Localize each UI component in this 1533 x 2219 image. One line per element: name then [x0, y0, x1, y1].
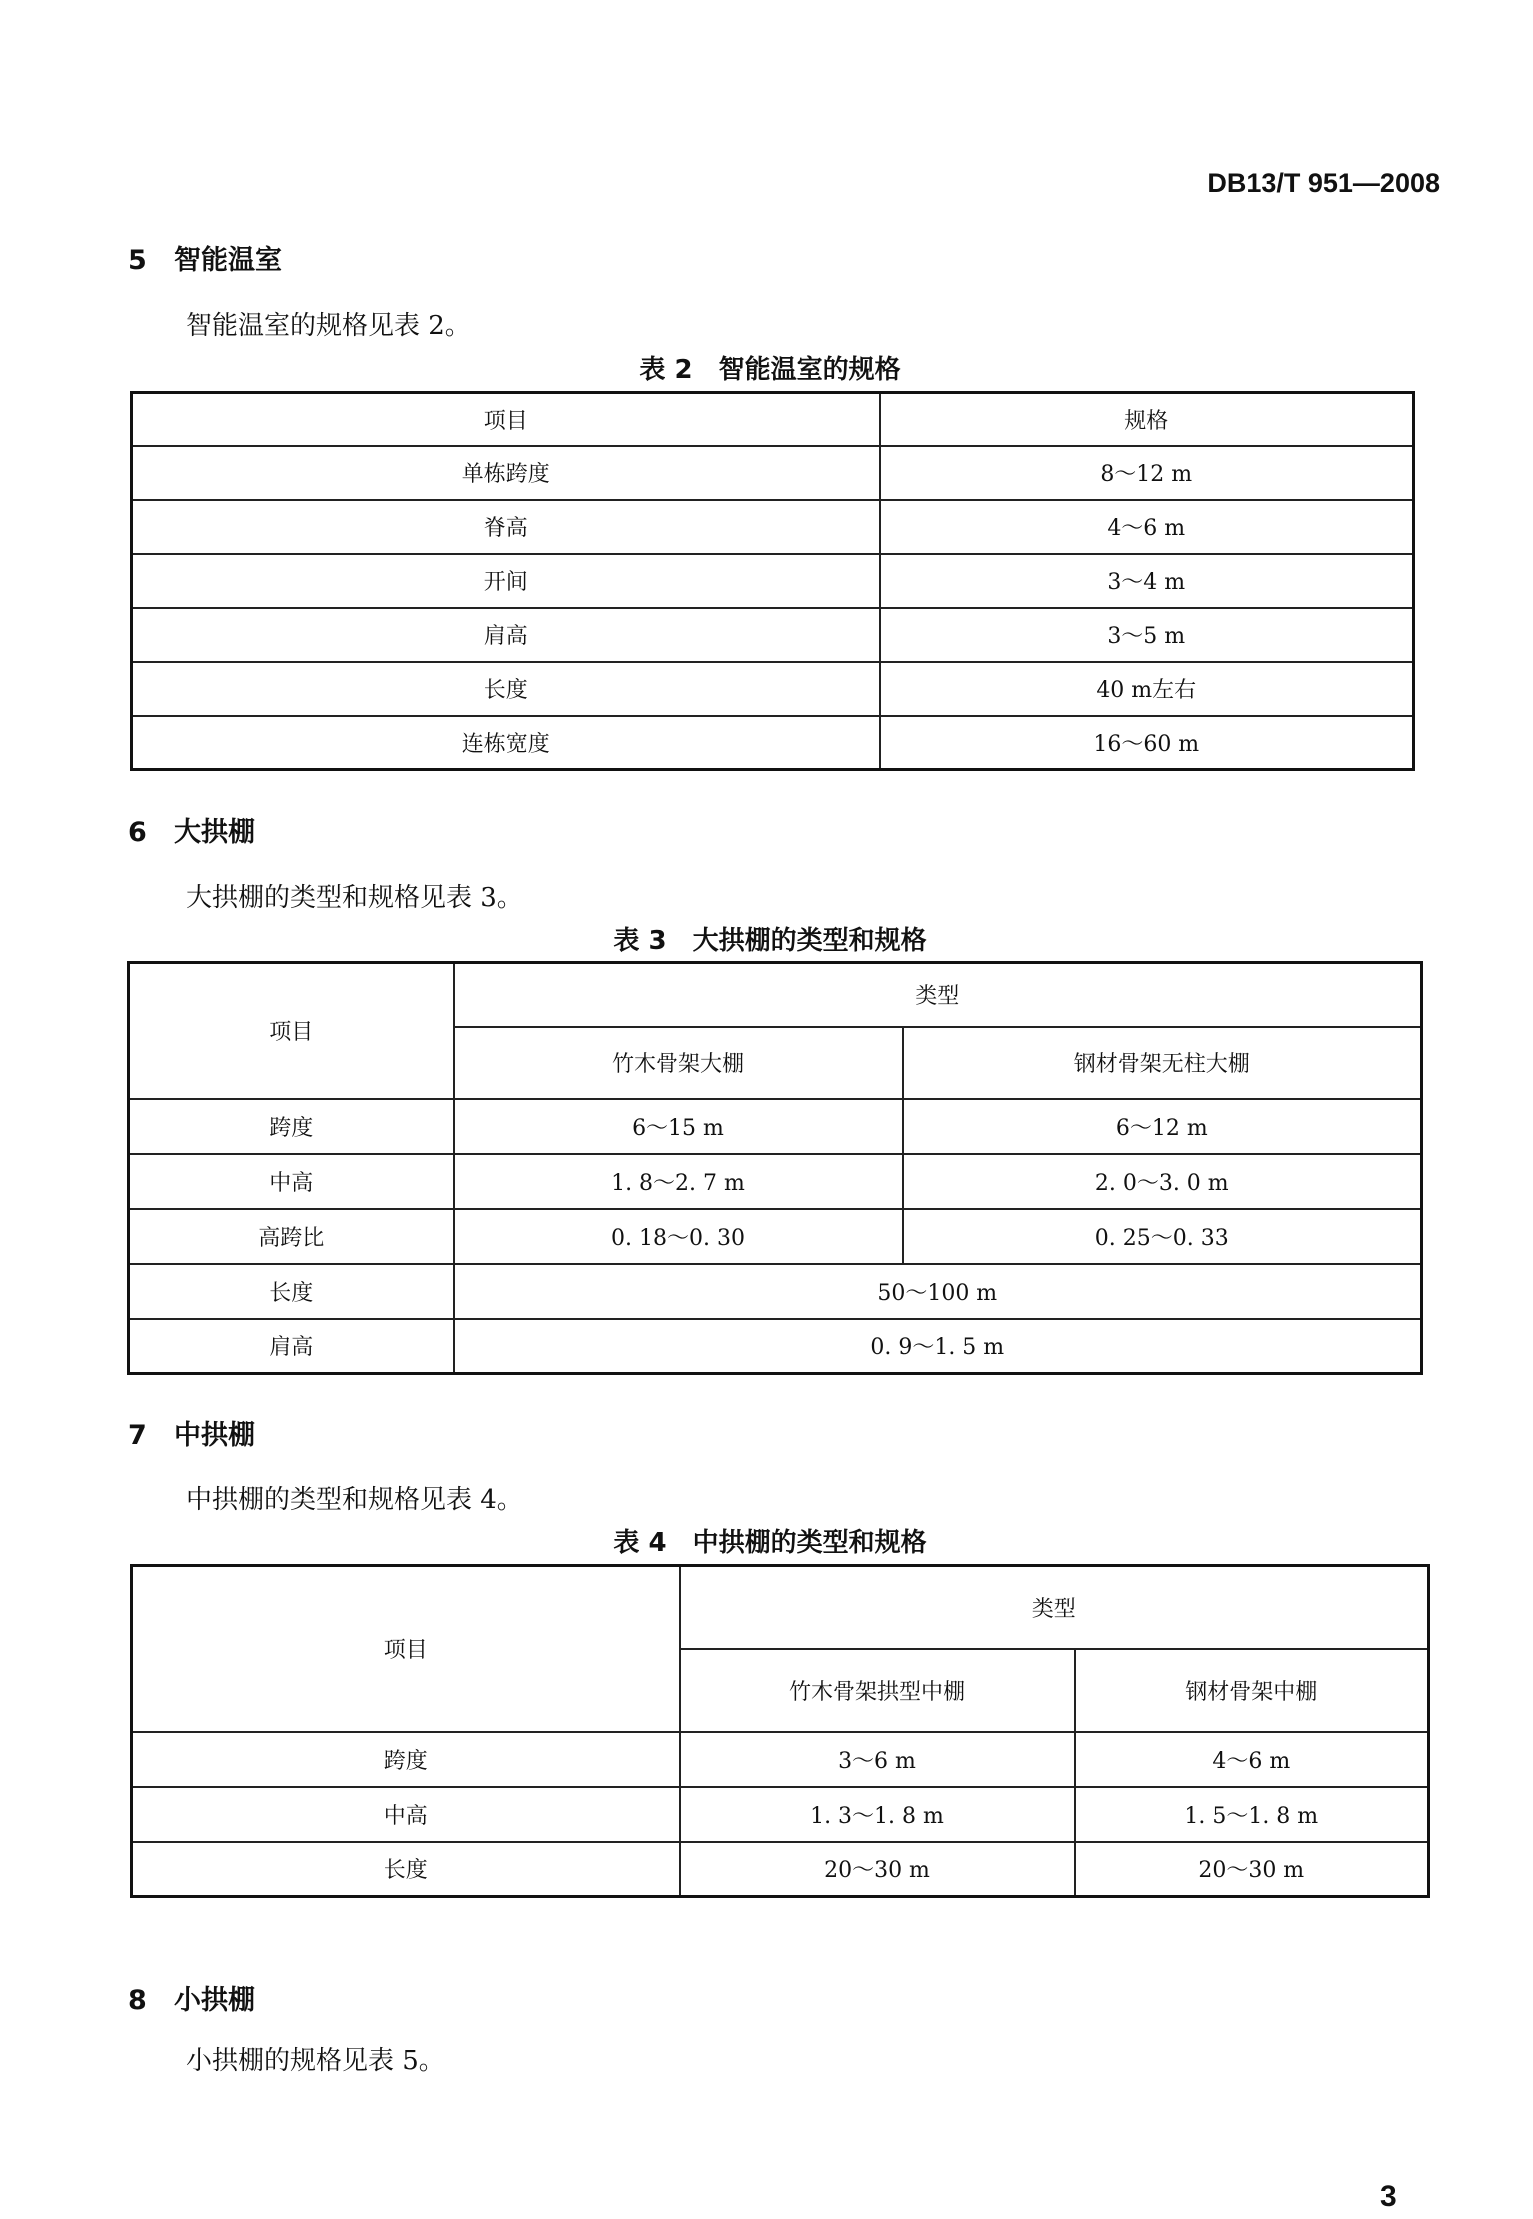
- table-cell: 6～12 m: [903, 1099, 1422, 1154]
- table-cell: 跨度: [129, 1099, 454, 1154]
- table-cell: 0. 18～0. 30: [454, 1209, 903, 1264]
- table-header-row: [132, 1566, 1429, 1649]
- section-8-paragraph: 小拱棚的规格见表 5。: [186, 2046, 445, 2076]
- table-cell: 4～6 m: [880, 500, 1414, 554]
- table-2-caption: 表 2 智能温室的规格: [639, 355, 901, 385]
- table-cell: 1. 8～2. 7 m: [454, 1154, 903, 1209]
- header-cell: 类型: [454, 963, 1422, 1027]
- table-cell: 单栋跨度: [132, 446, 880, 500]
- table-2: [130, 391, 1415, 771]
- section-title: 小拱棚: [174, 1985, 255, 2016]
- table-row: [132, 1787, 1429, 1842]
- table-row: [129, 1154, 1422, 1209]
- section-7-paragraph: 中拱棚的类型和规格见表 4。: [186, 1485, 523, 1515]
- table-cell: 高跨比: [129, 1209, 454, 1264]
- table-cell: 中高: [129, 1154, 454, 1209]
- table-cell: 3～5 m: [880, 608, 1414, 662]
- table-cell: 肩高: [129, 1319, 454, 1374]
- section-6-paragraph: 大拱棚的类型和规格见表 3。: [186, 883, 523, 913]
- table-cell: 连栋宽度: [132, 716, 880, 770]
- table-cell: 2. 0～3. 0 m: [903, 1154, 1422, 1209]
- table-cell: 20～30 m: [1075, 1842, 1429, 1897]
- header-cell: 项目: [132, 393, 880, 446]
- table-row: [132, 1732, 1429, 1787]
- table-cell: 0. 9～1. 5 m: [454, 1319, 1422, 1374]
- table-cell: 长度: [129, 1264, 454, 1319]
- table-4: [130, 1564, 1430, 1898]
- table-cell: 50～100 m: [454, 1264, 1422, 1319]
- table-cell: 长度: [132, 1842, 680, 1897]
- section-number: 7: [128, 1420, 147, 1451]
- table-cell: 20～30 m: [680, 1842, 1075, 1897]
- section-5-heading: [128, 238, 282, 277]
- table-cell: 1. 3～1. 8 m: [680, 1787, 1075, 1842]
- section-number: 6: [128, 817, 147, 848]
- table-cell: 3～4 m: [880, 554, 1414, 608]
- table-header-row: [132, 393, 1414, 446]
- table-row: [129, 1264, 1422, 1319]
- section-title: 中拱棚: [174, 1420, 255, 1451]
- table-cell: 脊高: [132, 500, 880, 554]
- page-number: 3: [1380, 2180, 1397, 2213]
- header-cell: 竹木骨架大棚: [454, 1027, 903, 1099]
- table-3-caption: 表 3 大拱棚的类型和规格: [613, 926, 927, 956]
- header-cell: 钢材骨架中棚: [1075, 1649, 1429, 1732]
- table-row: [129, 1319, 1422, 1374]
- section-title: 大拱棚: [174, 817, 255, 848]
- section-8-heading: [128, 1978, 255, 2017]
- header-cell: 规格: [880, 393, 1414, 446]
- section-title: 智能温室: [174, 245, 282, 276]
- section-6-heading: [128, 810, 255, 849]
- table-row: [132, 716, 1414, 770]
- table-cell: 0. 25～0. 33: [903, 1209, 1422, 1264]
- section-5-paragraph: 智能温室的规格见表 2。: [186, 311, 471, 341]
- table-row: [132, 1842, 1429, 1897]
- table-row: [129, 1099, 1422, 1154]
- document-code: DB13/T 951—2008: [1207, 168, 1440, 198]
- table-cell: 6～15 m: [454, 1099, 903, 1154]
- section-number: 5: [128, 245, 147, 276]
- table-row: [132, 500, 1414, 554]
- section-number: 8: [128, 1985, 147, 2016]
- table-row: [132, 662, 1414, 716]
- table-cell: 3～6 m: [680, 1732, 1075, 1787]
- table-4-caption: 表 4 中拱棚的类型和规格: [613, 1528, 927, 1558]
- table-cell: 肩高: [132, 608, 880, 662]
- table-cell: 中高: [132, 1787, 680, 1842]
- section-7-heading: [128, 1413, 255, 1452]
- header-cell: 项目: [129, 963, 454, 1099]
- header-cell: 项目: [132, 1566, 680, 1732]
- header-cell: 钢材骨架无柱大棚: [903, 1027, 1422, 1099]
- table-3: [127, 961, 1423, 1375]
- header-cell: 类型: [680, 1566, 1429, 1649]
- table-cell: 长度: [132, 662, 880, 716]
- header-cell: 竹木骨架拱型中棚: [680, 1649, 1075, 1732]
- table-header-row: [129, 963, 1422, 1027]
- table-cell: 跨度: [132, 1732, 680, 1787]
- table-row: [132, 446, 1414, 500]
- table-cell: 40 m左右: [880, 662, 1414, 716]
- table-cell: 8～12 m: [880, 446, 1414, 500]
- table-cell: 4～6 m: [1075, 1732, 1429, 1787]
- table-row: [129, 1209, 1422, 1264]
- table-row: [132, 608, 1414, 662]
- table-cell: 开间: [132, 554, 880, 608]
- table-cell: 16～60 m: [880, 716, 1414, 770]
- table-cell: 1. 5～1. 8 m: [1075, 1787, 1429, 1842]
- table-row: [132, 554, 1414, 608]
